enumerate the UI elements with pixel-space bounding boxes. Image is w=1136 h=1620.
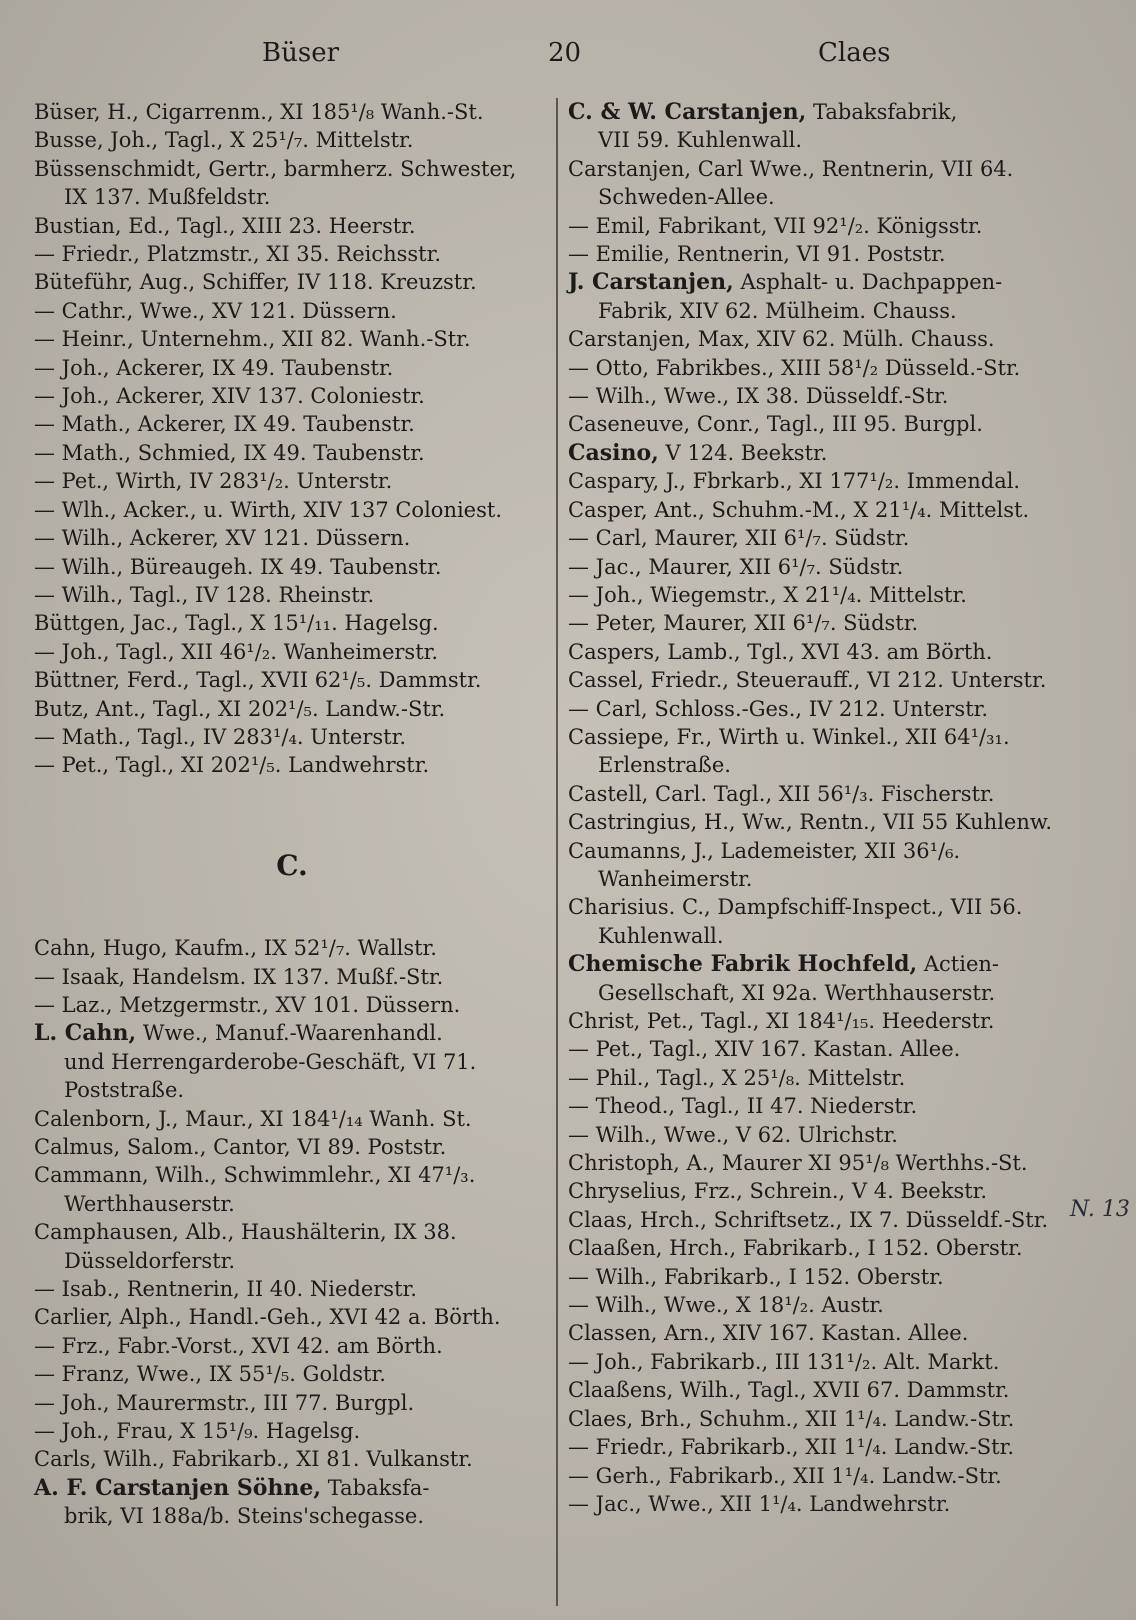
entry-line: — Laz., Metzgermstr., XV 101. Düssern. (34, 992, 461, 1017)
directory-entry (34, 638, 550, 666)
directory-entry (568, 581, 1088, 609)
entry-line: Christ, Pet., Tagl., XI 184¹/₁₅. Heederstr. (568, 1009, 995, 1033)
directory-entry (568, 1376, 1088, 1404)
entry-line: — Carl, Schloss.-Ges., IV 212. Unterstr. (568, 696, 989, 721)
directory-entry (568, 496, 1088, 524)
entry-line: C. & W. Carstanjen, Tabaksfabrik, (568, 99, 958, 125)
entry-continuation: und Herrengarderobe-Geschäft, VI 71. (64, 1049, 477, 1074)
entry-line: — Math., Tagl., IV 283¹/₄. Unterstr. (34, 724, 407, 749)
entry-continuation: IX 137. Mußfeldstr. (64, 185, 271, 210)
entry-firm-name: L. Cahn, (34, 1020, 137, 1047)
header-right: Claes (818, 38, 891, 68)
entry-line: Cahn, Hugo, Kaufm., IX 52¹/₇. Wallstr. (34, 936, 437, 961)
directory-entry (34, 467, 550, 495)
directory-entry (568, 1149, 1088, 1177)
directory-entry (34, 439, 550, 467)
entry-line: — Joh., Fabrikarb., III 131¹/₂. Alt. Markt. (568, 1349, 1000, 1374)
entry-line: Busse, Joh., Tagl., X 25¹/₇. Mittelstr. (34, 128, 414, 153)
directory-entry (568, 524, 1088, 552)
entry-line: — Wilh., Wwe., X 18¹/₂. Austr. (568, 1293, 884, 1318)
entry-line: — Cathr., Wwe., XV 121. Düssern. (34, 298, 397, 323)
directory-entry (568, 1263, 1088, 1291)
entry-line: Bustian, Ed., Tagl., XIII 23. Heerstr. (34, 213, 416, 238)
directory-entry (568, 1177, 1088, 1205)
right-entries (568, 98, 1088, 1518)
directory-entry (568, 1234, 1088, 1262)
entry-firm-name: J. Carstanjen, (568, 269, 734, 296)
entry-line: Cassiepe, Fr., Wirth u. Winkel., XII 64¹/₃₁. (568, 724, 1010, 749)
directory-entry (34, 1019, 550, 1104)
entry-line: — Emilie, Rentnerin, VI 91. Poststr. (568, 242, 946, 267)
directory-entry (34, 1360, 550, 1388)
directory-entry (34, 723, 550, 751)
directory-entry (568, 439, 1088, 467)
entry-line: Caspers, Lamb., Tgl., XVI 43. am Börth. (568, 639, 993, 664)
directory-entry (34, 1161, 550, 1218)
entry-line: L. Cahn, Wwe., Manuf.-Waarenhandl. (34, 1020, 443, 1047)
directory-entry (568, 155, 1088, 212)
directory-entry (34, 1389, 550, 1417)
directory-entry (568, 837, 1088, 894)
entry-line: Carlier, Alph., Handl.-Geh., XVI 42 a. Börth. (34, 1305, 501, 1330)
directory-entry (568, 780, 1088, 808)
entry-continuation: Poststraße. (64, 1078, 185, 1103)
entry-line: — Isab., Rentnerin, II 40. Niederstr. (34, 1277, 417, 1302)
directory-entry (34, 751, 550, 779)
entry-line: A. F. Carstanjen Söhne, Tabaksfa- (34, 1474, 430, 1501)
entry-line: — Wilh., Tagl., IV 128. Rheinstr. (34, 582, 375, 607)
entry-line: — Joh., Ackerer, IX 49. Taubenstr. (34, 355, 394, 380)
directory-entry (568, 1206, 1088, 1234)
entry-line: — Phil., Tagl., X 25¹/₈. Mittelstr. (568, 1065, 906, 1090)
directory-entry (568, 240, 1088, 268)
entry-continuation: VII 59. Kuhlenwall. (598, 128, 803, 153)
entry-line: — Wilh., Büreaugeh. IX 49. Taubenstr. (34, 554, 442, 579)
left-entries-after (34, 934, 550, 1531)
directory-entry (568, 1433, 1088, 1461)
column-divider (556, 98, 558, 1606)
left-column (34, 98, 550, 1531)
entry-line: Caumanns, J., Lademeister, XII 36¹/₆. (568, 838, 961, 863)
entry-continuation: Erlenstraße. (598, 753, 731, 778)
directory-entry (34, 1105, 550, 1133)
directory-entry (34, 991, 550, 1019)
directory-entry (34, 126, 550, 154)
directory-entry (568, 410, 1088, 438)
entry-continuation: Gesellschaft, XI 92a. Werthhauserstr. (598, 980, 996, 1005)
handwritten-margin-note: N. 13 (1070, 1197, 1130, 1222)
entry-line: — Joh., Wiegemstr., X 21¹/₄. Mittelstr. (568, 582, 967, 607)
directory-entry (34, 1417, 550, 1445)
directory-entry (34, 553, 550, 581)
entry-line: Büttner, Ferd., Tagl., XVII 62¹/₅. Dammstr. (34, 668, 482, 693)
directory-entry (34, 496, 550, 524)
directory-entry (34, 1474, 550, 1531)
entry-line: Calenborn, J., Maur., XI 184¹/₁₄ Wanh. St. (34, 1106, 472, 1131)
entry-line: — Jac., Maurer, XII 6¹/₇. Südstr. (568, 554, 904, 579)
directory-entry (34, 1303, 550, 1331)
directory-entry (568, 212, 1088, 240)
directory-entry (568, 695, 1088, 723)
entry-line: Carstanjen, Carl Wwe., Rentnerin, VII 64. (568, 156, 1014, 181)
entry-line: — Wilh., Wwe., V 62. Ulrichstr. (568, 1122, 898, 1147)
directory-entry (568, 1064, 1088, 1092)
entry-line: — Theod., Tagl., II 47. Niederstr. (568, 1094, 918, 1119)
directory-entry (34, 1332, 550, 1360)
entry-line: Casper, Ant., Schuhm.-M., X 21¹/₄. Mittelst. (568, 497, 1030, 522)
entry-line: — Joh., Tagl., XII 46¹/₂. Wanheimerstr. (34, 639, 439, 664)
entry-line: Charisius. C., Dampfschiff-Inspect., VII 56. (568, 895, 1023, 920)
entry-line: — Friedr., Fabrikarb., XII 1¹/₄. Landw.-Str. (568, 1435, 1015, 1460)
entry-line: — Wilh., Fabrikarb., I 152. Oberstr. (568, 1264, 944, 1289)
entry-line: Carls, Wilh., Fabrikarb., XI 81. Vulkanstr. (34, 1447, 473, 1472)
directory-entry (34, 581, 550, 609)
entry-line: Büser, H., Cigarrenm., XI 185¹/₈ Wanh.-St. (34, 100, 484, 124)
directory-entry (568, 1007, 1088, 1035)
entry-line: — Wilh., Wwe., IX 38. Düsseldf.-Str. (568, 384, 949, 409)
directory-entry (34, 410, 550, 438)
entry-line: — Gerh., Fabrikarb., XII 1¹/₄. Landw.-Str. (568, 1463, 1002, 1488)
section-letter: C. (276, 848, 308, 882)
entry-line: Casino, V 124. Beekstr. (568, 439, 828, 466)
entry-continuation: Düsseldorferstr. (64, 1248, 236, 1273)
entry-line: — Wilh., Ackerer, XV 121. Düssern. (34, 526, 411, 551)
directory-entry (568, 638, 1088, 666)
directory-entry (568, 467, 1088, 495)
entry-line: Christoph, A., Maurer XI 95¹/₈ Werthhs.-St. (568, 1151, 1028, 1176)
entry-line: Camphausen, Alb., Haushälterin, IX 38. (34, 1220, 457, 1245)
entry-line: Claas, Hrch., Schriftsetz., IX 7. Düsseldf.-Str. (568, 1207, 1049, 1232)
directory-entry (568, 1092, 1088, 1120)
directory-entry (34, 524, 550, 552)
entry-continuation: brik, VI 188a/b. Steins'schegasse. (64, 1504, 425, 1529)
directory-entry (568, 666, 1088, 694)
entry-line: Castell, Carl. Tagl., XII 56¹/₃. Fischerstr. (568, 781, 995, 806)
entry-line: Carstanjen, Max, XIV 62. Mülh. Chauss. (568, 327, 995, 352)
entry-line: — Pet., Wirth, IV 283¹/₂. Unterstr. (34, 469, 393, 494)
header-left: Büser (262, 38, 340, 68)
directory-entry (34, 1445, 550, 1473)
directory-entry (34, 609, 550, 637)
entry-firm-name: A. F. Carstanjen Söhne, (34, 1474, 322, 1501)
directory-entry (568, 98, 1088, 155)
directory-entry (568, 808, 1088, 836)
entry-continuation: Fabrik, XIV 62. Mülheim. Chauss. (598, 298, 957, 323)
entry-line: — Jac., Wwe., XII 1¹/₄. Landwehrstr. (568, 1491, 951, 1516)
entry-line: Calmus, Salom., Cantor, VI 89. Poststr. (34, 1135, 447, 1159)
entry-line: Chemische Fabrik Hochfeld, Actien- (568, 951, 999, 978)
entry-line: — Heinr., Unternehm., XII 82. Wanh.-Str. (34, 327, 471, 352)
entry-line: Caseneuve, Conr., Tagl., III 95. Burgpl. (568, 412, 983, 437)
entry-line: Cassel, Friedr., Steuerauff., VI 212. Unterstr. (568, 668, 1047, 693)
entry-continuation: Schweden-Allee. (598, 185, 775, 210)
entry-line: — Math., Schmied, IX 49. Taubenstr. (34, 440, 425, 465)
entry-continuation: Kuhlenwall. (598, 923, 724, 948)
page-header (0, 30, 1136, 74)
entry-line: Chryselius, Frz., Schrein., V 4. Beekstr. (568, 1179, 988, 1204)
directory-entry (568, 950, 1088, 1007)
directory-entry (34, 98, 550, 126)
entry-line: — Pet., Tagl., XI 202¹/₅. Landwehrstr. (34, 753, 430, 778)
directory-entry (34, 268, 550, 296)
directory-entry (34, 1133, 550, 1161)
directory-entry (568, 609, 1088, 637)
directory-entry (34, 1275, 550, 1303)
entry-line: Butz, Ant., Tagl., XI 202¹/₅. Landw.-Str. (34, 696, 446, 721)
entry-line: — Peter, Maurer, XII 6¹/₇. Südstr. (568, 611, 919, 636)
directory-entry (34, 695, 550, 723)
entry-line: Büttgen, Jac., Tagl., X 15¹/₁₁. Hagelsg. (34, 611, 439, 636)
entry-firm-name: Casino, (568, 439, 659, 466)
directory-entry (568, 1348, 1088, 1376)
entry-line: — Wlh., Acker., u. Wirth, XIV 137 Coloniest. (34, 497, 502, 522)
directory-entry (34, 240, 550, 268)
directory-entry (34, 934, 550, 962)
entry-line: — Joh., Maurermstr., III 77. Burgpl. (34, 1390, 415, 1415)
entry-line: Classen, Arn., XIV 167. Kastan. Allee. (568, 1321, 969, 1346)
entry-line: — Isaak, Handelsm. IX 137. Mußf.-Str. (34, 964, 444, 989)
entry-line: — Joh., Ackerer, XIV 137. Coloniestr. (34, 384, 425, 409)
directory-entry (568, 723, 1088, 780)
right-column (568, 98, 1088, 1518)
page-number: 20 (548, 38, 582, 68)
entry-line: — Pet., Tagl., XIV 167. Kastan. Allee. (568, 1037, 961, 1062)
directory-entry (34, 1218, 550, 1275)
directory-entry (568, 1462, 1088, 1490)
directory-entry (568, 1319, 1088, 1347)
entry-line: Büteführ, Aug., Schiffer, IV 118. Kreuzstr. (34, 270, 477, 295)
directory-entry (34, 354, 550, 382)
entry-line: Cammann, Wilh., Schwimmlehr., XI 47¹/₃. (34, 1163, 476, 1188)
directory-entry (34, 212, 550, 240)
entry-line: — Joh., Frau, X 15¹/₉. Hagelsg. (34, 1419, 361, 1444)
entry-line: Claaßen, Hrch., Fabrikarb., I 152. Oberstr. (568, 1236, 1023, 1261)
entry-line: — Franz, Wwe., IX 55¹/₅. Goldstr. (34, 1362, 386, 1387)
directory-entry (568, 1405, 1088, 1433)
entry-line: Castringius, H., Ww., Rentn., VII 55 Kuhlenw. (568, 810, 1053, 835)
entry-line: — Math., Ackerer, IX 49. Taubenstr. (34, 412, 415, 437)
directory-entry (34, 325, 550, 353)
directory-entry (568, 1490, 1088, 1518)
directory-entry (34, 155, 550, 212)
directory-entry (34, 382, 550, 410)
entry-line: Büssenschmidt, Gertr., barmherz. Schwester, (34, 156, 517, 181)
entry-line: Caspary, J., Fbrkarb., XI 177¹/₂. Immendal. (568, 469, 1021, 494)
directory-entry (34, 297, 550, 325)
entry-line: — Frz., Fabr.-Vorst., XVI 42. am Börth. (34, 1333, 443, 1358)
entry-firm-name: Chemische Fabrik Hochfeld, (568, 951, 918, 978)
entry-continuation: Werthhauserstr. (64, 1191, 235, 1216)
entry-line: — Emil, Fabrikant, VII 92¹/₂. Königsstr. (568, 213, 983, 238)
directory-entry (34, 963, 550, 991)
entry-line: — Otto, Fabrikbes., XIII 58¹/₂ Düsseld.-Str. (568, 355, 1021, 380)
directory-entry (568, 1035, 1088, 1063)
directory-entry (568, 325, 1088, 353)
entry-continuation: Wanheimerstr. (598, 866, 753, 891)
directory-entry (34, 666, 550, 694)
directory-entry (568, 354, 1088, 382)
entry-line: — Friedr., Platzmstr., XI 35. Reichsstr. (34, 242, 442, 267)
entry-line: J. Carstanjen, Asphalt- u. Dachpappen- (568, 269, 1003, 296)
directory-entry (568, 553, 1088, 581)
entry-line: Claes, Brh., Schuhm., XII 1¹/₄. Landw.-Str. (568, 1406, 1015, 1431)
directory-entry (568, 1291, 1088, 1319)
left-entries-before (34, 98, 550, 780)
entry-line: — Carl, Maurer, XII 6¹/₇. Südstr. (568, 526, 910, 551)
entry-firm-name: C. & W. Carstanjen, (568, 99, 807, 125)
directory-entry (568, 893, 1088, 950)
directory-entry (568, 1121, 1088, 1149)
entry-line: Claaßens, Wilh., Tagl., XVII 67. Dammstr. (568, 1378, 1010, 1403)
directory-entry (568, 382, 1088, 410)
directory-entry (568, 268, 1088, 325)
